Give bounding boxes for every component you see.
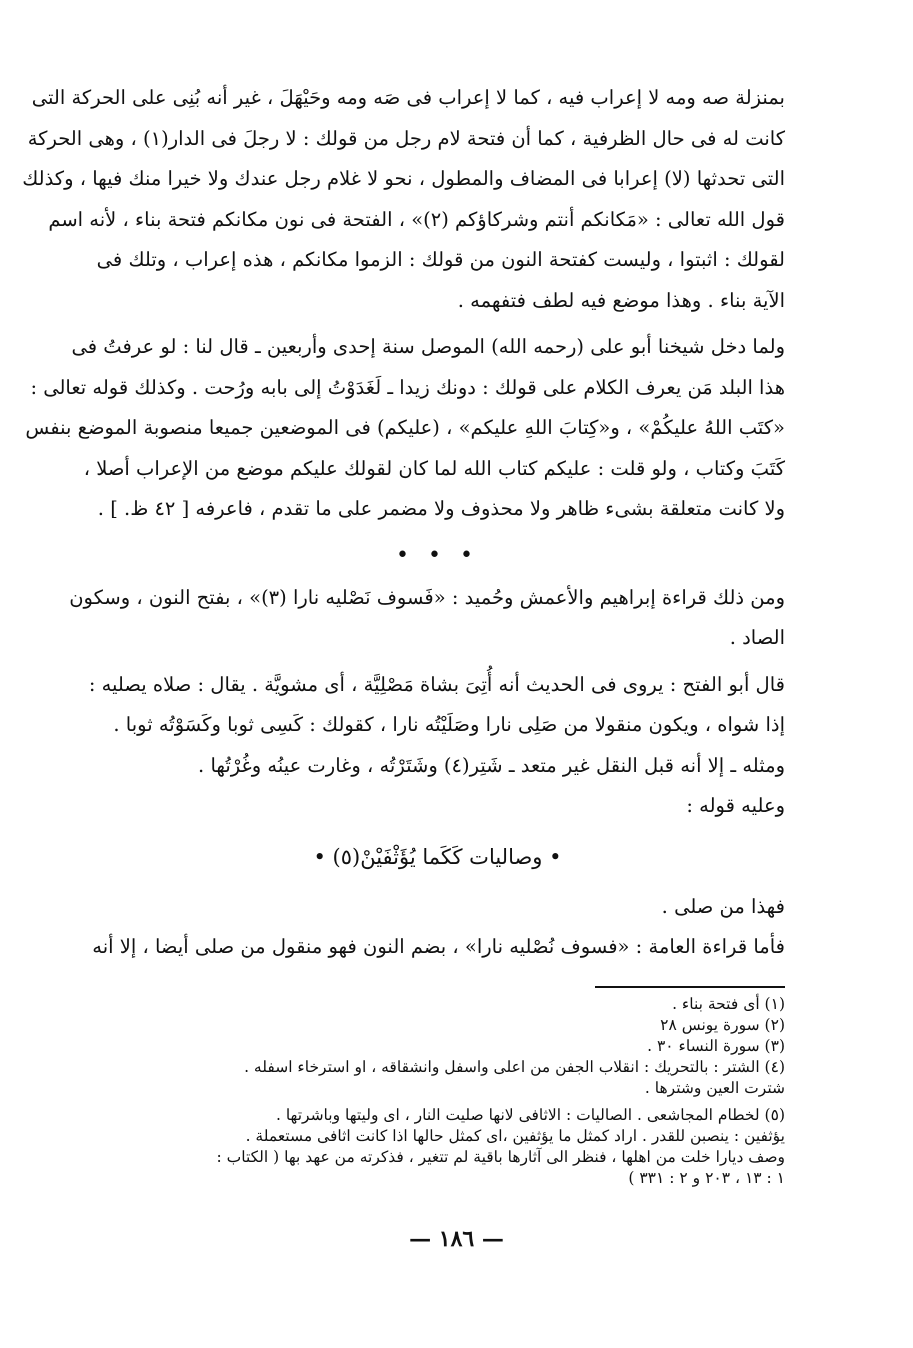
section-divider-stars: • • • <box>396 542 479 568</box>
text-line: الصاد . <box>729 626 785 649</box>
footnote-line: ١ : ١٣ ، ٢٠٣ و ٢ : ٣٣١ ) <box>628 1168 785 1187</box>
footnote-separator <box>595 986 785 988</box>
text-line: «كتَب اللهُ عليكُمْ» ، و«كِتابَ اللهِ عليكم» ، (عليكم) فى الموضعين جميعا منصوبة الموضع بنفس <box>25 416 785 439</box>
text-line: قول الله تعالى : «مَكانكم أنتم وشركاؤكم (٢)» ، الفتحة فى نون مكانكم فتحة بناء ، لأنه اسم <box>48 207 785 231</box>
footnote-line: شترت العين وشترها . <box>644 1078 785 1097</box>
footnote-line: يؤثفين : ينصبن للقدر . اراد كمثل ما يؤثفين ،اى كمثل حالها اذا كانت اثافى مستعملة . <box>245 1126 785 1145</box>
paragraph-2 <box>25 327 785 530</box>
page-number: — ١٨٦ — <box>409 1226 504 1252</box>
footnote-line: (٤) الشتر : بالتحريك : انقلاب الجفن من اعلى واسفل وانشقاقه ، او استرخاء اسفله . <box>244 1057 785 1076</box>
text-line: فأما قراءة العامة : «فسوف نُصْليه نارا» ، بضم النون فهو منقول من صلى أيضا ، إلا أنه <box>92 935 785 958</box>
text-line: ولما دخل شيخنا أبو على (رحمه الله) الموصل سنة إحدى وأربعين ـ قال لنا : لو عرفتُ فى <box>71 335 785 358</box>
text-line: قال أبو الفتح : يروى فى الحديث أنه أُتِىَ بشاة مَصْلِيَّة ، أى مشويَّة . يقال : صلاه يصليه : <box>88 672 785 696</box>
footnote-line: (١) أى فتحة بناء . <box>672 994 785 1013</box>
paragraph-7 <box>90 927 785 968</box>
text-line: هذا البلد مَن يعرف الكلام على قولك : دونك زيدا ـ لَغَدَوْتُ إلى بابه ورُحت . وكذلك قوله تعالى : <box>30 375 785 399</box>
text-line: فهذا من صلى . <box>661 894 785 918</box>
paragraph-5 <box>90 786 785 827</box>
text-line: ومثله ـ إلا أنه قبل النقل غير متعد ـ شَتِر(٤) وشَتَرْتُه ، وغارت عينُه وغُرْتُها . <box>198 753 785 777</box>
paragraph-4 <box>90 665 785 787</box>
text-line: بمنزلة صه ومه لا إعراب فيه ، كما لا إعراب فى صَه ومه وحَيْهَلَ ، غير أنه بُنِى على الحركة التى <box>31 86 785 109</box>
text-line: وعليه قوله : <box>686 794 785 817</box>
footnote-line: (٢) سورة يونس ٢٨ <box>660 1015 785 1034</box>
paragraph-1 <box>22 78 785 321</box>
footnote-line: (٥) لخطام المجاشعى . الصاليات : الاثافى لانها صليت النار ، اى وليتها وباشرتها . <box>275 1105 785 1124</box>
text-line: إذا شواه ، ويكون منقولا من صَلِى نارا وصَلَيْتُه نارا ، كقولك : كَسِى ثوبا وكَسَوْتُه ثوبا . <box>113 713 785 736</box>
text-line: لقولك : اثبتوا ، وليست كفتحة النون من قولك : الزموا مكانكم ، هذه إعراب ، وتلك فى <box>96 248 785 271</box>
text-line: الآية بناء . وهذا موضع فيه لطف فتفهمه . <box>457 288 785 312</box>
poetry-verse: • وصاليات كَكَما يُؤَثْفَيْنْ(٥) • <box>313 844 562 869</box>
text-line: ومن ذلك قراءة إبراهيم والأعمش وحُميد : «فَسوف نَصْليه نارا (٣)» ، بفتح النون ، وسكون <box>69 585 785 609</box>
text-line: كَتَبَ وكتاب ، ولو قلت : عليكم كتاب الله لما كان لقولك عليكم موضع من الإعراب أصلا ، <box>83 456 785 480</box>
footnote-line: وصف ديارا خلت من اهلها ، فنظر الى آثارها باقية لم تتغير ، فذكرته من عهد بها ( الكتاب : <box>216 1147 785 1166</box>
footnote-line: (٣) سورة النساء ٣٠ . <box>647 1036 785 1055</box>
paragraph-6 <box>90 887 785 928</box>
paragraph-3 <box>69 578 785 659</box>
footnotes <box>90 994 785 1189</box>
text-line: التى تحدثها (لا) إعرابا فى المضاف والمطول ، نحو لا غلام رجل عندك ولا خيرا منك فيها ، وكذلك <box>22 167 785 190</box>
text-line: كانت له فى حال الظرفية ، كما أن فتحة لام رجل من قولك : لا رجلَ فى الدار(١) ، وهى الحركة <box>27 126 785 150</box>
text-line: ولا كانت متعلقة بشىء ظاهر ولا محذوف ولا مضمر على ما تقدم ، فاعرفه [ ٤٢ ظ. ] . <box>97 497 785 520</box>
